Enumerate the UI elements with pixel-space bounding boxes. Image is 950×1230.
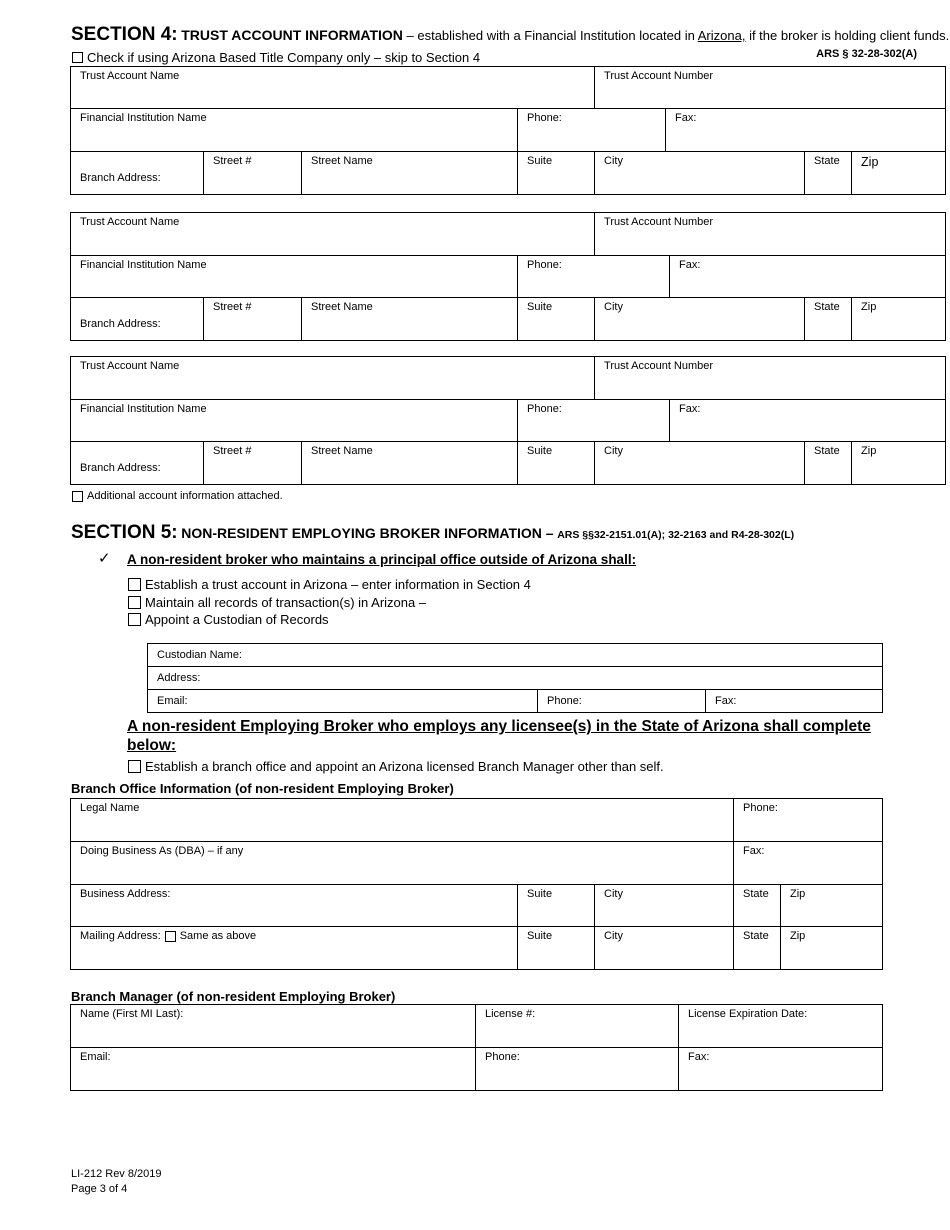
street-name-field[interactable]: Street Name (302, 298, 518, 341)
branch-office-heading: Branch Office Information (of non-resident Employing Broker) (71, 781, 454, 796)
street-name-field[interactable]: Street Name (302, 152, 518, 195)
manager-phone-field[interactable]: Phone: (476, 1048, 679, 1091)
trust-account-block-1 (70, 66, 946, 195)
trust-account-number-field[interactable]: Trust Account Number (595, 213, 946, 256)
state-field[interactable]: State (805, 298, 852, 341)
zip-field[interactable]: Zip (852, 152, 946, 195)
business-suite-field[interactable]: Suite (518, 885, 595, 927)
section-4-header (71, 24, 949, 46)
financial-institution-field[interactable]: Financial Institution Name (71, 109, 518, 152)
branch-office-option (128, 759, 664, 774)
section-5-heading: SECTION 5: (71, 522, 178, 543)
city-field[interactable]: City (595, 152, 805, 195)
additional-account-checkbox[interactable] (72, 491, 83, 502)
state-field[interactable]: State (805, 442, 852, 485)
manager-expiration-field[interactable]: License Expiration Date: (679, 1005, 883, 1048)
section-4-desc-after: if the broker is holding client funds. (745, 28, 950, 43)
branch-address-label: Branch Address: (71, 442, 204, 485)
principal-office-heading: A non-resident broker who maintains a principal office outside of Arizona shall: (127, 552, 637, 567)
trust-account-name-field[interactable]: Trust Account Name (71, 67, 595, 109)
section-4-statute: ARS § 32-28-302(A) (816, 48, 917, 60)
section-5-title: NON-RESIDENT EMPLOYING BROKER INFORMATION – (181, 525, 554, 541)
suite-field[interactable]: Suite (518, 298, 595, 341)
financial-institution-field[interactable]: Financial Institution Name (71, 400, 518, 442)
manager-fax-field[interactable]: Fax: (679, 1048, 883, 1091)
street-number-field[interactable]: Street # (204, 442, 302, 485)
legal-name-field[interactable]: Legal Name (71, 799, 734, 842)
manager-email-field[interactable]: Email: (71, 1048, 476, 1091)
mailing-zip-field[interactable]: Zip (781, 927, 883, 970)
suite-field[interactable]: Suite (518, 442, 595, 485)
mailing-state-field[interactable]: State (734, 927, 781, 970)
option-trust-account-label: Establish a trust account in Arizona – enter information in Section 4 (145, 577, 531, 592)
option-custodian-checkbox[interactable] (128, 613, 141, 626)
street-name-field[interactable]: Street Name (302, 442, 518, 485)
same-as-above-label: Same as above (179, 930, 257, 942)
trust-account-block-2 (70, 212, 946, 341)
custodian-phone-field[interactable]: Phone: (538, 690, 706, 713)
option-trust-account (128, 577, 531, 592)
street-number-field[interactable]: Street # (204, 298, 302, 341)
zip-field[interactable]: Zip (852, 298, 946, 341)
trust-account-block-3 (70, 356, 946, 485)
custodian-name-field[interactable]: Custodian Name: (148, 644, 883, 667)
city-field[interactable]: City (595, 298, 805, 341)
trust-account-name-field[interactable]: Trust Account Name (71, 213, 595, 256)
mailing-suite-field[interactable]: Suite (518, 927, 595, 970)
fax-field[interactable]: Fax: (670, 256, 946, 298)
phone-field[interactable]: Phone: (518, 256, 670, 298)
phone-field[interactable]: Phone: (518, 400, 670, 442)
title-company-option (72, 50, 480, 65)
street-number-field[interactable]: Street # (204, 152, 302, 195)
zip-field[interactable]: Zip (852, 442, 946, 485)
branch-fax-field[interactable]: Fax: (734, 842, 883, 885)
mailing-city-field[interactable]: City (595, 927, 734, 970)
section-5-header (71, 522, 794, 544)
additional-account-option (72, 490, 283, 502)
branch-manager-table (70, 1004, 883, 1091)
fax-field[interactable]: Fax: (666, 109, 946, 152)
option-records-label: Maintain all records of transaction(s) in Arizona – (145, 595, 427, 610)
mailing-address-field[interactable] (71, 927, 518, 970)
branch-manager-heading: Branch Manager (of non-resident Employing Broker) (71, 989, 396, 1004)
page-number: Page 3 of 4 (71, 1183, 128, 1195)
section-4-heading: SECTION 4: (71, 24, 178, 45)
city-field[interactable]: City (595, 442, 805, 485)
form-id: LI-212 Rev 8/2019 (71, 1168, 162, 1180)
branch-address-label: Branch Address: (71, 152, 204, 195)
branch-office-checkbox[interactable] (128, 760, 141, 773)
branch-office-table (70, 798, 883, 970)
section-5-statute: ARS §§32-2151.01(A); 32-2163 and R4-28-302(L) (557, 529, 795, 541)
employing-broker-heading: A non-resident Employing Broker who employs any licensee(s) in the State of Arizona shall complete below: (127, 718, 871, 754)
branch-phone-field[interactable]: Phone: (734, 799, 883, 842)
custodian-fax-field[interactable]: Fax: (706, 690, 883, 713)
financial-institution-field[interactable]: Financial Institution Name (71, 256, 518, 298)
section-4-desc-before: – established with a Financial Institution located in (402, 28, 698, 43)
title-company-checkbox[interactable] (72, 52, 83, 63)
dba-field[interactable]: Doing Business As (DBA) – if any (71, 842, 734, 885)
business-state-field[interactable]: State (734, 885, 781, 927)
option-custodian-label: Appoint a Custodian of Records (145, 612, 329, 627)
business-address-field[interactable]: Business Address: (71, 885, 518, 927)
mailing-address-label: Mailing Address: (80, 930, 161, 942)
option-records (128, 595, 426, 610)
business-city-field[interactable]: City (595, 885, 734, 927)
option-trust-account-checkbox[interactable] (128, 578, 141, 591)
branch-office-option-label: Establish a branch office and appoint an Arizona licensed Branch Manager other than self. (145, 759, 664, 774)
custodian-table (147, 643, 883, 713)
phone-field[interactable]: Phone: (518, 109, 666, 152)
check-mark-icon: ✓ (98, 550, 111, 567)
trust-account-name-field[interactable]: Trust Account Name (71, 357, 595, 400)
trust-account-number-field[interactable]: Trust Account Number (595, 67, 946, 109)
option-records-checkbox[interactable] (128, 596, 141, 609)
section-4-desc-place: Arizona, (697, 28, 746, 43)
suite-field[interactable]: Suite (518, 152, 595, 195)
custodian-email-field[interactable]: Email: (148, 690, 538, 713)
same-as-above-checkbox[interactable] (165, 931, 176, 942)
state-field[interactable]: State (805, 152, 852, 195)
business-zip-field[interactable]: Zip (781, 885, 883, 927)
manager-license-field[interactable]: License #: (476, 1005, 679, 1048)
option-custodian (128, 612, 329, 627)
manager-name-field[interactable]: Name (First MI Last): (71, 1005, 476, 1048)
title-company-label: Check if using Arizona Based Title Company only – skip to Section 4 (87, 50, 481, 65)
trust-account-number-field[interactable]: Trust Account Number (595, 357, 946, 400)
additional-account-label: Additional account information attached. (87, 490, 283, 502)
fax-field[interactable]: Fax: (670, 400, 946, 442)
section-4-title: TRUST ACCOUNT INFORMATION (181, 27, 403, 43)
branch-address-label: Branch Address: (71, 298, 204, 341)
custodian-address-field[interactable]: Address: (148, 667, 883, 690)
